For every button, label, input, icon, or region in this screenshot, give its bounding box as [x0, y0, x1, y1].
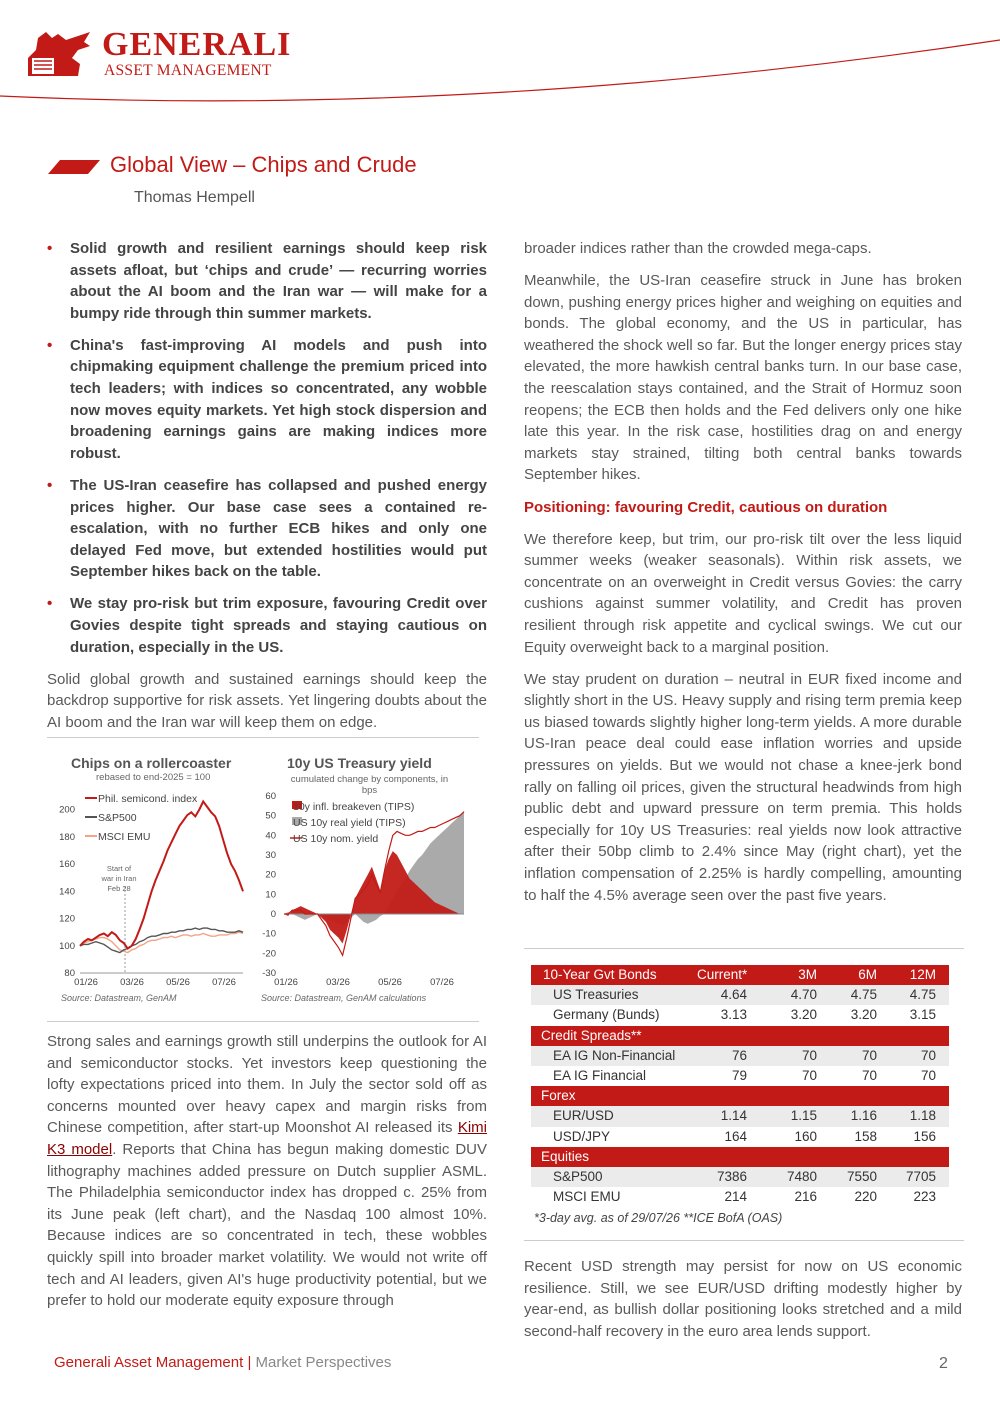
table-cell: 156: [913, 1128, 936, 1144]
table-cell: 4.70: [790, 987, 817, 1003]
right-paragraph: Meanwhile, the US-Iran ceasefire struck in June has broken down, pushing energy prices higher and weighing on equities and bonds. The global economy, and the US in particular, has weathered the shock well so far. But the longer energy prices stay elevated, the more hawkish central banks turn. In our base case, the reescalation stays contained, and the Strait of Hormuz soon reopens; the ECB then holds and the Fed delivers only one hike late this year. In the risk case, hostilities drag on and energy markets stay strained, tilting both central banks towards September hikes.: [524, 272, 962, 484]
event-annotation: Start of: [106, 864, 132, 873]
left-column-lower: [47, 1031, 487, 1322]
event-annotation: war in Iran: [101, 874, 137, 883]
x-tick-label: 01/26: [274, 977, 298, 988]
y-tick-label: 40: [265, 830, 276, 842]
table-cell: 76: [731, 1047, 747, 1063]
table-row: [531, 1106, 949, 1126]
y-tick-label: 0: [270, 909, 276, 920]
kimi-k3-link[interactable]: Kimi K3 model: [47, 1119, 487, 1158]
table-section-header: Forex: [531, 1086, 949, 1106]
table-cell: 1.16: [850, 1108, 877, 1124]
header-swoosh: [0, 0, 1000, 120]
table-cell: 4.75: [909, 987, 936, 1003]
y-tick-label: 140: [59, 886, 75, 898]
y-tick-label: -10: [262, 928, 276, 940]
key-point: • We stay pro-risk but trim exposure, favouring Credit over Govies despite tight spreads and staying cautious on duration, especially in the US.: [47, 595, 487, 656]
table-cell: 70: [920, 1067, 936, 1083]
table-cell: 4.64: [720, 987, 747, 1003]
table-row: [531, 1046, 949, 1066]
footer: [54, 1354, 391, 1371]
table-section-header: Credit Spreads**: [531, 1026, 949, 1046]
left-column: [47, 238, 487, 744]
event-annotation: Feb 28: [107, 884, 131, 893]
usd-paragraph-block: [524, 1256, 962, 1353]
x-tick-label: 05/26: [166, 977, 190, 988]
table-cell: 7550: [846, 1168, 877, 1184]
row-label: MSCI EMU: [553, 1189, 621, 1205]
chart1-title: Chips on a rollercoaster: [71, 755, 232, 771]
y-tick-label: 200: [59, 804, 75, 816]
x-tick-label: 07/26: [430, 977, 454, 988]
table-row: [531, 985, 949, 1005]
row-label: S&P500: [553, 1168, 603, 1184]
chart1-subtitle: rebased to end-2025 = 100: [96, 772, 211, 783]
table-cell: 164: [724, 1128, 747, 1144]
chart1-source: Source: Datastream, GenAM: [61, 993, 177, 1003]
y-tick-label: 50: [265, 810, 276, 822]
y-tick-label: 100: [59, 940, 75, 952]
chart2-subtitle: cumulated change by components, in bps: [290, 774, 449, 796]
chart2-title: 10y US Treasury yield: [287, 755, 432, 771]
table-row: [531, 1167, 949, 1187]
table-cell: 70: [861, 1047, 877, 1063]
table-cell: Current*: [697, 967, 748, 982]
table-cell: 214: [724, 1189, 747, 1205]
table-cell: 160: [794, 1128, 817, 1144]
table-row: [531, 1005, 949, 1025]
y-tick-label: -20: [262, 948, 276, 960]
x-tick-label: 03/26: [326, 977, 350, 988]
key-point: • China's fast-improving AI models and push into chipmaking equipment challenge the premium priced into tech leaders; with indices so concentrated, any wobble now moves equity markets. Yet high stock dispersion and broadening earnings gains are making indices more robust.: [47, 336, 487, 462]
right-paragraph: broader indices rather than the crowded mega-caps.: [524, 240, 872, 257]
table-row: [531, 1187, 949, 1207]
legend-label: US 10y nom. yield: [293, 833, 379, 845]
legend-label: Phil. semicond. index: [98, 793, 198, 805]
chart-us-treasury-yield: [252, 786, 474, 996]
positioning-heading: Positioning: favouring Credit, cautious on duration: [524, 498, 888, 516]
row-label: US Treasuries: [553, 987, 639, 1003]
right-paragraph: We therefore keep, but trim, our pro-risk tilt over the less liquid summer weeks (weaker seasonals). Within risk assets, we concentrate on an overweight in Credit versus Govies: the carry cushions against summer volatility, and Credit has proven resilient through risk appetite and cyclical swings. We cut our Equity overweight back to a marginal position.: [524, 530, 962, 656]
table-cell: 158: [854, 1128, 877, 1144]
table-cell: 3M: [798, 967, 817, 982]
author-name: Thomas Hempell: [134, 189, 255, 206]
table-cell: 216: [794, 1189, 817, 1205]
row-label: 10-Year Gvt Bonds: [543, 967, 657, 982]
chart-chips-rollercoaster: [47, 786, 252, 996]
legend-label: MSCI EMU: [98, 831, 151, 843]
forecast-table: [531, 965, 949, 1207]
table-cell: 70: [920, 1047, 936, 1063]
table-cell: 220: [854, 1189, 877, 1205]
x-tick-label: 05/26: [378, 977, 402, 988]
y-tick-label: 160: [59, 859, 75, 871]
table-cell: 7480: [786, 1168, 817, 1184]
title-accent-icon: [48, 156, 100, 178]
table-cell: 79: [731, 1067, 747, 1083]
page-title: Global View – Chips and Crude: [110, 152, 417, 177]
table-cell: 1.18: [909, 1108, 936, 1124]
logo-subline: ASSET MANAGEMENT: [104, 62, 272, 79]
footer-publication: Market Perspectives: [255, 1354, 392, 1371]
key-points-list: [47, 238, 487, 658]
x-tick-label: 03/26: [120, 977, 144, 988]
key-point: • The US-Iran ceasefire has collapsed and pushed energy prices higher. Our base case sees a contained re-escalation, with no further ECB hikes and only one delayed Fed move, but extended hostilities would put September hikes back on the table.: [47, 476, 487, 581]
table-cell: 3.20: [850, 1007, 877, 1023]
table-cell: 4.75: [850, 987, 877, 1003]
table-cell: 1.15: [790, 1108, 817, 1124]
table-cell: 223: [913, 1189, 936, 1205]
y-tick-label: 80: [64, 968, 75, 979]
table-row: [531, 1127, 949, 1147]
key-point: • Solid growth and resilient earnings should keep risk assets afloat, but ‘chips and crude’ — recurring worries about the AI boom and the Iran war — will make for a bumpy ride through thin summer markets.: [47, 240, 487, 322]
y-tick-label: 20: [265, 869, 276, 881]
table-cell: 3.13: [720, 1007, 747, 1023]
chart2-source: Source: Datastream, GenAM calculations: [261, 993, 427, 1003]
row-label: EUR/USD: [553, 1108, 614, 1124]
series-line: [80, 932, 243, 952]
table-cell: 70: [861, 1067, 877, 1083]
right-paragraph: Recent USD strength may persist for now on US economic resilience. Still, we see EUR/USD drifting modestly higher by year-end, as bullish dollar positioning looks stretched and a mild second-half recovery in the euro area lends support.: [524, 1258, 962, 1340]
table-section-header: Equities: [531, 1147, 949, 1167]
chips-paragraph: Strong sales and earnings growth still underpins the outlook for AI and semiconductor stocks. Yet investors keep questioning the lofty expectations priced into them. In July the sector sold off as concerns mounted over heavy capex and margin risks from Chinese competition, after start-up Moonshot AI released its Kimi K3 model. Reports that China has begun making domestic DUV lithography machines added pressure on Dutch supplier ASML. The Philadelphia semiconductor index has dropped c. 25% from its June peak (left chart), and the Nasdaq 100 almost 10%. Because indices are so concentrated in tech, these wobbles quickly spill into broader market volatility. We would not write off tech and AI leaders, given AI's huge productivity potential, but we prefer to hold our moderate equity exposure through: [47, 1033, 487, 1310]
table-cell: 3.15: [909, 1007, 936, 1023]
table-cell: 6M: [858, 967, 877, 982]
table-cell: 12M: [909, 967, 936, 982]
x-tick-label: 07/26: [212, 977, 236, 988]
legend-label: 10y infl. breakeven (TIPS): [293, 801, 415, 813]
series-line: [80, 928, 243, 953]
right-paragraph: We stay prudent on duration – neutral in EUR fixed income and slightly short in the US. Heavy supply and rising term premia keep us biased towards slightly higher long-term yields. A more durable US-Iran peace deal could ease inflation worries and upside pressures on yields. But we would not chase a knee-jerk bond rally on falling oil prices, given the structural headwinds from high public debt and upward pressure on term premia. This holds especially for 10y US Treasuries: real yields now look attractive after their 50bp climb to 2.4% since May (right chart), yet the inflation compensation of 2.25% is hardly compelling, amounting to half the 4.5% average seen over the past five years.: [524, 670, 962, 904]
y-tick-label: 120: [59, 913, 75, 925]
legend-label: S&P500: [98, 812, 137, 824]
logo-wordmark: GENERALI: [102, 26, 292, 63]
x-tick-label: 01/26: [74, 977, 98, 988]
y-tick-label: 30: [265, 850, 276, 861]
table-row: [531, 1066, 949, 1086]
footer-brand: Generali Asset Management |: [54, 1354, 252, 1371]
table-cell: 70: [801, 1047, 817, 1063]
row-label: EA IG Non-Financial: [553, 1047, 676, 1063]
table-cell: 7386: [716, 1168, 747, 1184]
row-label: USD/JPY: [553, 1128, 611, 1144]
table-cell: 70: [801, 1067, 817, 1083]
row-label: Germany (Bunds): [553, 1007, 660, 1023]
table-footnote: *3-day avg. as of 29/07/26 **ICE BofA (OAS): [534, 1211, 783, 1225]
right-column: [524, 238, 962, 917]
legend-label: US 10y real yield (TIPS): [293, 817, 406, 829]
table-row: [531, 965, 949, 985]
table-cell: 1.14: [720, 1108, 747, 1124]
row-label: EA IG Financial: [553, 1067, 647, 1083]
table-cell: 7705: [905, 1168, 936, 1184]
y-tick-label: 10: [265, 889, 276, 901]
intro-paragraph: Solid global growth and sustained earnings should keep the backdrop supportive for risk assets. Yet lingering doubts about the AI boom and the Iran war will keep them on edge.: [47, 670, 487, 731]
y-tick-label: 180: [59, 831, 75, 843]
table-cell: 3.20: [790, 1007, 817, 1023]
y-tick-label: -30: [262, 968, 276, 979]
page-number: 2: [939, 1355, 948, 1372]
y-tick-label: 60: [265, 791, 276, 802]
